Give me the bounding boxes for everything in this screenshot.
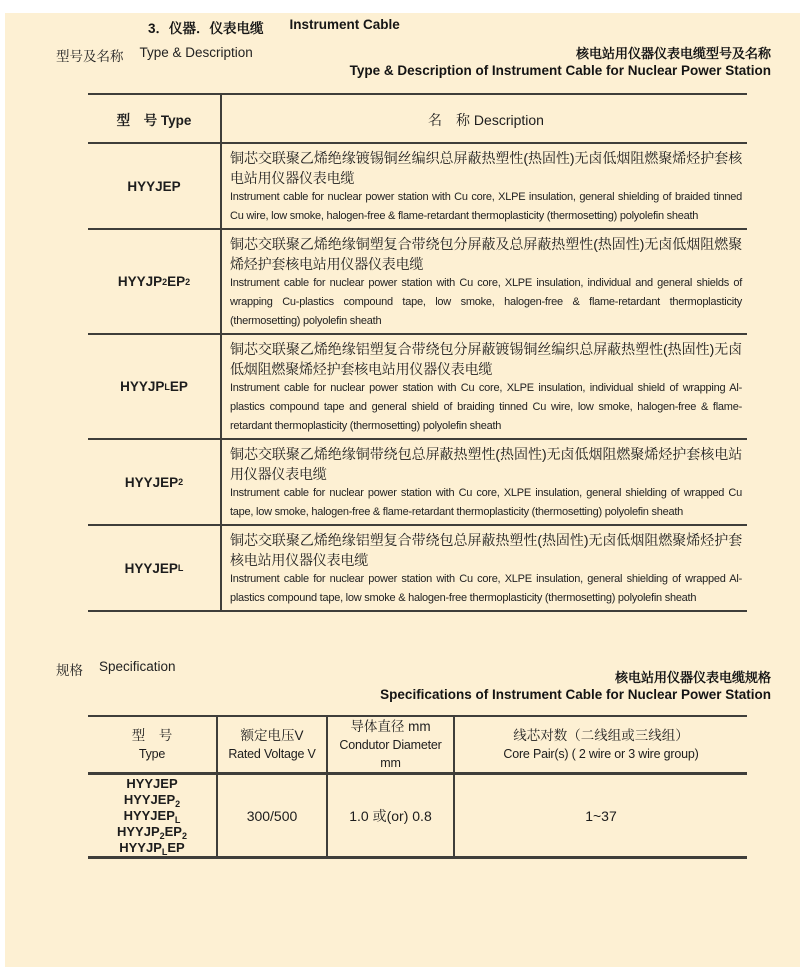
spec-type-list xyxy=(117,775,187,856)
spec-type-header-en: Type xyxy=(138,747,166,761)
spec-type-cell xyxy=(88,775,218,856)
cable-type: HYYJEP L xyxy=(88,526,222,610)
core-pairs-value: 1~37 xyxy=(585,807,617,824)
type-column-header: 型 号 Type xyxy=(88,95,222,142)
page-title xyxy=(148,17,800,37)
table-row xyxy=(88,526,747,612)
description-cn: 铜芯交联聚乙烯绝缘铜塑复合带绕包分屏蔽及总屏蔽热塑性(热固性)无卤低烟阻燃聚烯烃护套核电站用仪器仪表电缆 xyxy=(230,236,742,272)
cable-type: HYYJP L EP xyxy=(88,335,222,438)
type-description-table xyxy=(88,93,747,612)
description-cn: 铜芯交联聚乙烯绝缘镀锡铜丝编织总屏蔽热塑性(热固性)无卤低烟阻燃聚烯烃护套核电站用仪器仪表电缆 xyxy=(230,150,742,186)
conductor-diameter-value: 1.0 或(or) 0.8 xyxy=(349,807,432,824)
spec-voltage-header xyxy=(218,717,328,772)
spec-diameter-cell xyxy=(328,775,455,856)
spec-data-row xyxy=(88,775,747,859)
spec-type-item: $HYYJP_2EP_2$ xyxy=(116,824,187,841)
section2-label-en: Specification xyxy=(99,659,176,674)
description-column-header: 名 称 Description xyxy=(428,111,544,128)
section2-label-cn: 规格 xyxy=(56,663,83,678)
description-en: Instrument cable for nuclear power station with Cu core, XLPE insulation, individual shield of wrapping Al-plastics compound tape and general shield of braiding tinned Cu wire, low smoke, halogen-free & flame-retardant thermoplasticity (thermosetting) polyolefin sheath xyxy=(230,382,742,432)
description-cn: 铜芯交联聚乙烯绝缘铝塑复合带绕包分屏蔽镀锡铜丝编织总屏蔽热塑性(热固性)无卤低烟阻燃聚烯烃护套核电站用仪器仪表电缆 xyxy=(230,341,742,377)
spec-corepairs-header-cn: 线芯对数（二线组或三线组） xyxy=(513,728,689,743)
description-cn: 铜芯交联聚乙烯绝缘铜带绕包总屏蔽热塑性(热固性)无卤低烟阻燃聚烯烃护套核电站用仪器仪表电缆 xyxy=(230,446,742,482)
cable-type: HYYJP 2 EP 2 xyxy=(88,230,222,333)
spec-voltage-header-cn: 额定电压V xyxy=(240,728,304,743)
section2-heading xyxy=(380,669,771,703)
rated-voltage-value: 300/500 xyxy=(246,807,298,824)
spec-header-row xyxy=(88,717,747,775)
spec-corepairs-header xyxy=(455,717,747,772)
spec-type-item: $HYYJEP_2$ xyxy=(123,792,181,809)
page-title-en: Instrument Cable xyxy=(289,17,400,32)
description-en: Instrument cable for nuclear power station with Cu core, XLPE insulation, individual and general shields of wrapping Cu-plastics compound tape, low smoke, halogen-free & flame-retardant thermoplasticity (thermosetting) polyolefin sheath xyxy=(230,277,742,327)
section2-label xyxy=(56,659,176,679)
section1-label xyxy=(56,45,253,65)
paper-sheet xyxy=(5,13,800,967)
spec-type-item: $HYYJP_LEP$ xyxy=(119,840,185,857)
table-row xyxy=(88,144,747,230)
cable-type: HYYJEP xyxy=(88,144,222,228)
cable-description xyxy=(222,440,747,524)
section1-heading-cn: 核电站用仪器仪表电缆型号及名称 xyxy=(575,46,771,61)
spec-type-item: $HYYJEP_L$ xyxy=(123,808,181,825)
section1-label-en: Type & Description xyxy=(139,45,253,60)
cable-description xyxy=(222,335,747,438)
specification-table xyxy=(88,715,747,859)
spec-type-item: HYYJEP xyxy=(126,776,178,791)
spec-corepairs-cell xyxy=(455,775,747,856)
section2-header xyxy=(56,659,771,703)
section1-header xyxy=(56,45,771,79)
spec-type-header xyxy=(88,717,218,772)
section1-label-cn: 型号及名称 xyxy=(56,49,124,64)
spec-voltage-cell xyxy=(218,775,328,856)
cable-description xyxy=(222,526,747,610)
spec-diameter-header-cn: 导体直径 mm xyxy=(350,719,431,734)
description-en: Instrument cable for nuclear power station with Cu core, XLPE insulation, general shielding of wrapped Cu tape, low smoke, halogen-free & flame-retardant thermoplasticity (thermosetting) polyolefin sheath xyxy=(230,487,742,518)
description-cn: 铜芯交联聚乙烯绝缘铝塑复合带绕包总屏蔽热塑性(热固性)无卤低烟阻燃聚烯烃护套核电站用仪器仪表电缆 xyxy=(230,532,742,568)
spec-type-header-cn: 型 号 xyxy=(131,728,173,743)
spec-diameter-header xyxy=(328,717,455,772)
cable-description xyxy=(222,230,747,333)
cable-description xyxy=(222,144,747,228)
page-title-cn: 3．仪器．仪表电缆 xyxy=(148,21,264,36)
description-en: Instrument cable for nuclear power station with Cu core, XLPE insulation, general shielding of wrapped Al-plastics compound tape, low smoke & halogen-free thermoplasticity (thermosetting) polyolefin sheath xyxy=(230,573,742,604)
table-row xyxy=(88,230,747,335)
cable-type: HYYJEP 2 xyxy=(88,440,222,524)
description-en: Instrument cable for nuclear power station with Cu core, XLPE insulation, general shielding of braided tinned Cu wire, low smoke, halogen-free & flame-retardant thermoplasticity (thermosetting) polyolefin sheath xyxy=(230,191,742,222)
table-header-row xyxy=(88,95,747,144)
table-row xyxy=(88,335,747,440)
table-row xyxy=(88,440,747,526)
spec-diameter-header-en: Condutor Diameter mm xyxy=(339,738,442,770)
section1-heading xyxy=(350,45,771,79)
spec-voltage-header-en: Rated Voltage V xyxy=(228,747,316,761)
spec-corepairs-header-en: Core Pair(s) ( 2 wire or 3 wire group) xyxy=(503,747,699,761)
section1-heading-en: Type & Description of Instrument Cable for Nuclear Power Station xyxy=(349,63,771,78)
section2-heading-en: Specifications of Instrument Cable for Nuclear Power Station xyxy=(380,687,771,702)
section2-heading-cn: 核电站用仪器仪表电缆规格 xyxy=(614,670,771,685)
